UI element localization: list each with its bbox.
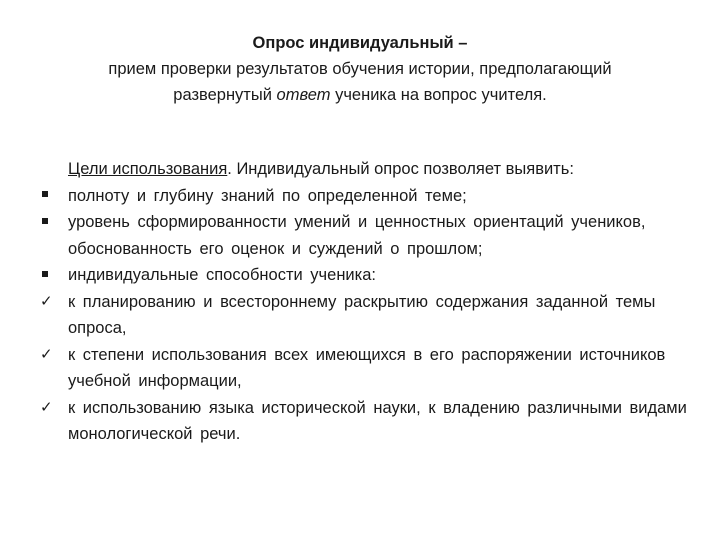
title-line-1	[40, 30, 680, 56]
check-text: к планированию и всестороннему раскрытию содержания заданной темы опроса,	[68, 292, 656, 337]
checkmark-icon: ✓	[40, 398, 53, 416]
square-bullet-icon	[40, 262, 60, 289]
title-term: Опрос индивидуальный –	[252, 34, 468, 52]
check-text: к использованию языка исторической науки, к владению различными видами монологической речи.	[68, 398, 687, 443]
check-item	[40, 342, 690, 395]
checkmark-icon: ✓	[40, 292, 53, 310]
square-bullet-icon	[40, 209, 60, 236]
checkmark-icon: ✓	[40, 345, 53, 363]
title-line-2: прием проверки результатов обучения истории, предполагающий	[108, 60, 612, 78]
slide-body	[40, 156, 690, 448]
intro-line	[40, 156, 690, 183]
square-bullet-icon	[40, 183, 60, 210]
bullet-text: полноту и глубину знаний по определенной теме;	[68, 186, 467, 205]
title-line-3	[40, 82, 680, 108]
title-line-3-italic: ответ	[276, 86, 331, 104]
check-item	[40, 395, 690, 448]
bullet-item	[40, 262, 690, 289]
check-item	[40, 289, 690, 342]
title-line-3-pre: развернутый	[173, 86, 272, 104]
bullet-item	[40, 209, 690, 262]
title-line-3-post: ученика на вопрос учителя.	[335, 86, 547, 104]
intro-underlined: Цели использования	[68, 160, 228, 178]
bullet-text: индивидуальные способности ученика:	[68, 266, 376, 284]
bullet-item	[40, 183, 690, 210]
intro-rest: . Индивидуальный опрос позволяет выявить:	[227, 160, 574, 178]
bullet-text: уровень сформированности умений и ценностных ориентаций учеников, обоснованность его оценок и суждений о прошлом;	[68, 213, 646, 258]
check-text: к степени использования всех имеющихся в его распоряжении источников учебной информации,	[68, 345, 666, 390]
slide-title	[40, 30, 680, 108]
